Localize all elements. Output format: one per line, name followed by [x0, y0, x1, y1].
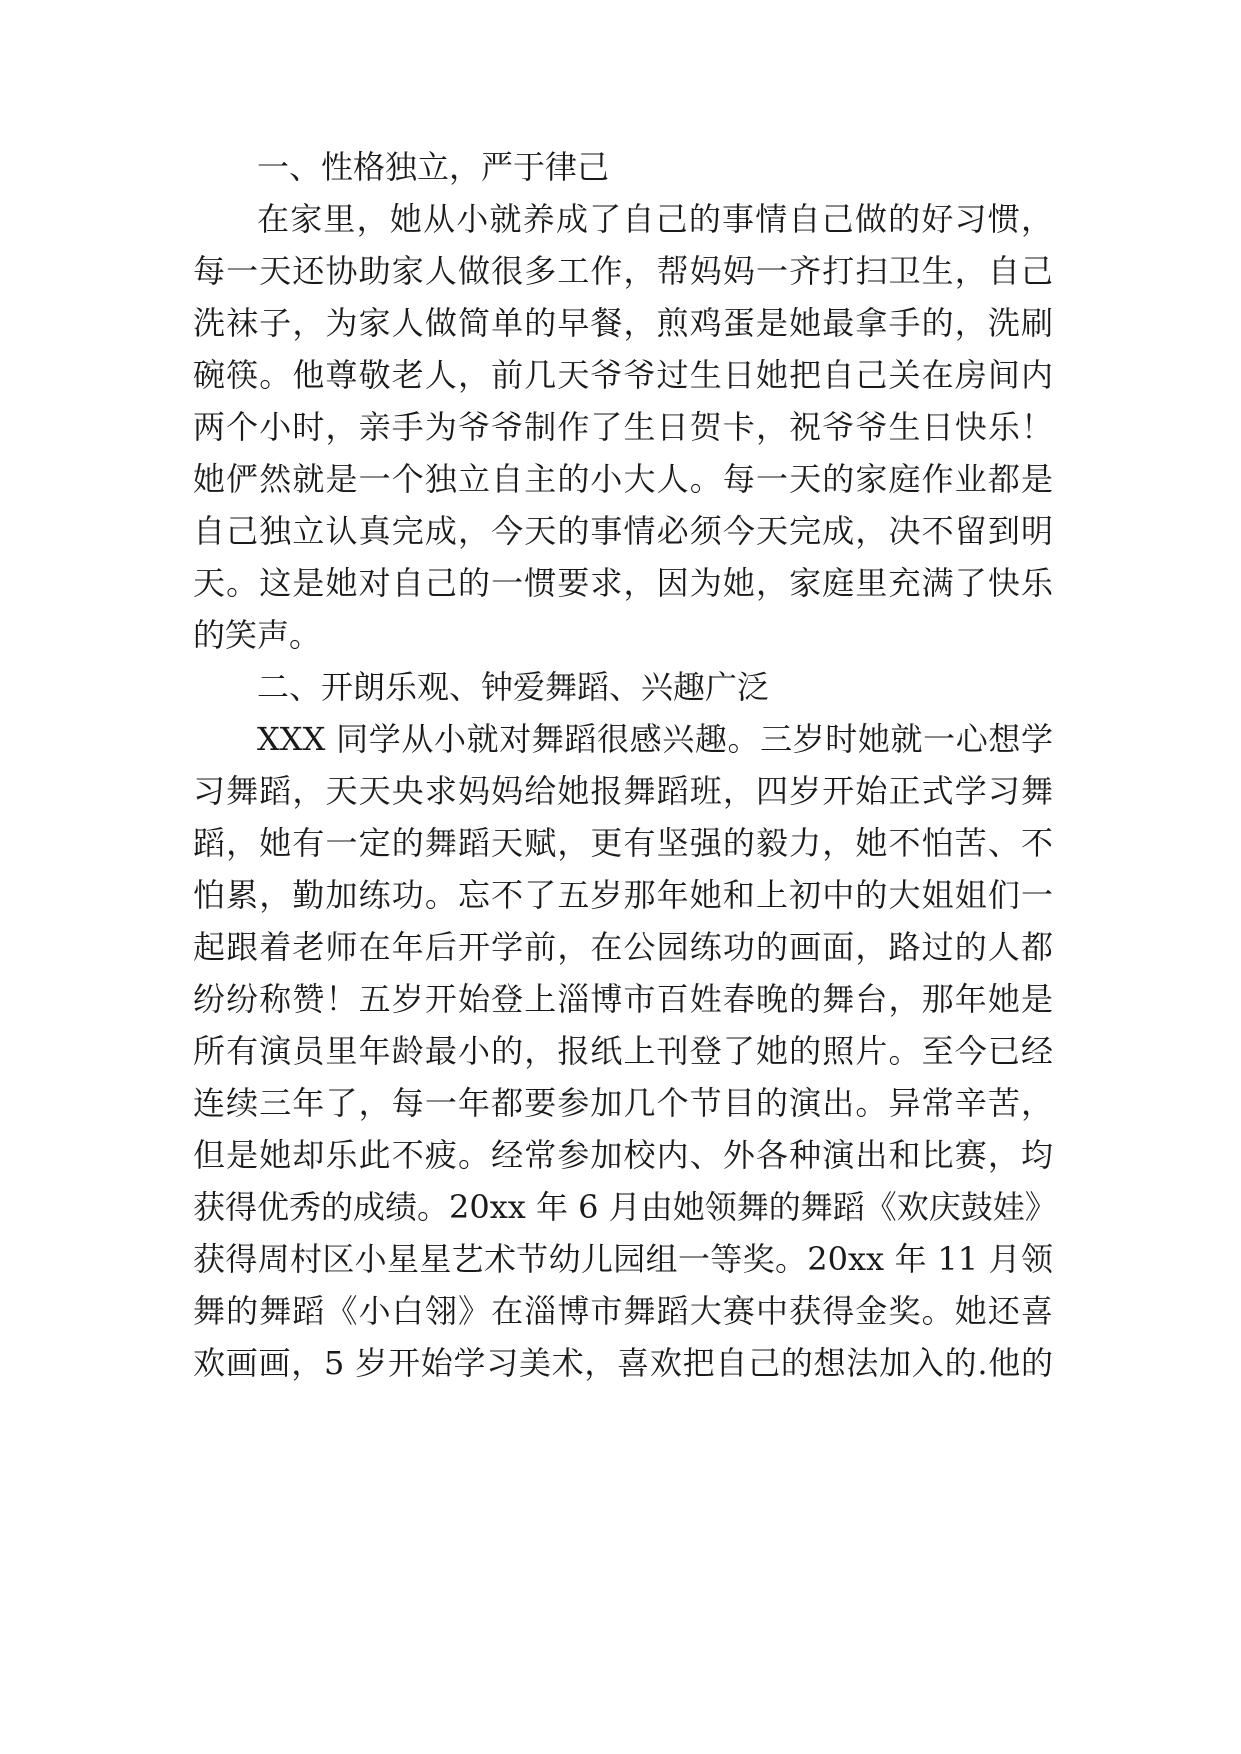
paragraph-line: 蹈，她有一定的舞蹈天赋，更有坚强的毅力，她不怕苦、不 [193, 824, 1053, 862]
paragraph-line: 习舞蹈，天天央求妈妈给她报舞蹈班，四岁开始正式学习舞 [193, 772, 1053, 810]
paragraph-line: 起跟着老师在年后开学前，在公园练功的画面，路过的人都 [193, 928, 1053, 966]
paragraph-line: 天。这是她对自己的一惯要求，因为她，家庭里充满了快乐 [193, 564, 1053, 602]
paragraph-line: 碗筷。他尊敬老人，前几天爷爷过生日她把自己关在房间内 [193, 356, 1053, 394]
paragraph-line: XXX 同学从小就对舞蹈很感兴趣。三岁时她就一心想学 [257, 720, 1053, 758]
paragraph-line: 洗袜子，为家人做简单的早餐，煎鸡蛋是她最拿手的，洗刷 [193, 304, 1053, 342]
paragraph-line: 的笑声。 [193, 616, 322, 654]
paragraph-line: 在家里，她从小就养成了自己的事情自己做的好习惯， [257, 200, 1053, 238]
paragraph-line: 获得优秀的成绩。20xx 年 6 月由她领舞的舞蹈《欢庆鼓娃》 [193, 1188, 1057, 1226]
paragraph-line: 舞的舞蹈《小白翎》在淄博市舞蹈大赛中获得金奖。她还喜 [193, 1292, 1053, 1330]
paragraph-line: 所有演员里年龄最小的，报纸上刊登了她的照片。至今已经 [193, 1032, 1053, 1070]
paragraph-line: 她俨然就是一个独立自主的小大人。每一天的家庭作业都是 [193, 460, 1053, 498]
paragraph-line: 纷纷称赞！五岁开始登上淄博市百姓春晚的舞台，那年她是 [193, 980, 1053, 1018]
paragraph-line: 欢画画，5 岁开始学习美术，喜欢把自己的想法加入的.他的 [193, 1344, 1053, 1382]
paragraph-line: 连续三年了，每一年都要参加几个节目的演出。异常辛苦， [193, 1084, 1053, 1122]
paragraph-line: 自己独立认真完成，今天的事情必须今天完成，决不留到明 [193, 512, 1053, 550]
paragraph-line: 但是她却乐此不疲。经常参加校内、外各种演出和比赛，均 [193, 1136, 1053, 1174]
paragraph-line: 两个小时，亲手为爷爷制作了生日贺卡，祝爷爷生日快乐！ [193, 408, 1053, 446]
paragraph-line: 怕累，勤加练功。忘不了五岁那年她和上初中的大姐姐们一 [193, 876, 1053, 914]
paragraph-line: 每一天还协助家人做很多工作，帮妈妈一齐打扫卫生，自己 [193, 252, 1053, 290]
paragraph-line: 获得周村区小星星艺术节幼儿园组一等奖。20xx 年 11 月领 [193, 1240, 1053, 1278]
section-heading-2: 二、开朗乐观、钟爱舞蹈、兴趣广泛 [257, 668, 770, 706]
section-heading-1: 一、性格独立，严于律己 [257, 148, 610, 186]
